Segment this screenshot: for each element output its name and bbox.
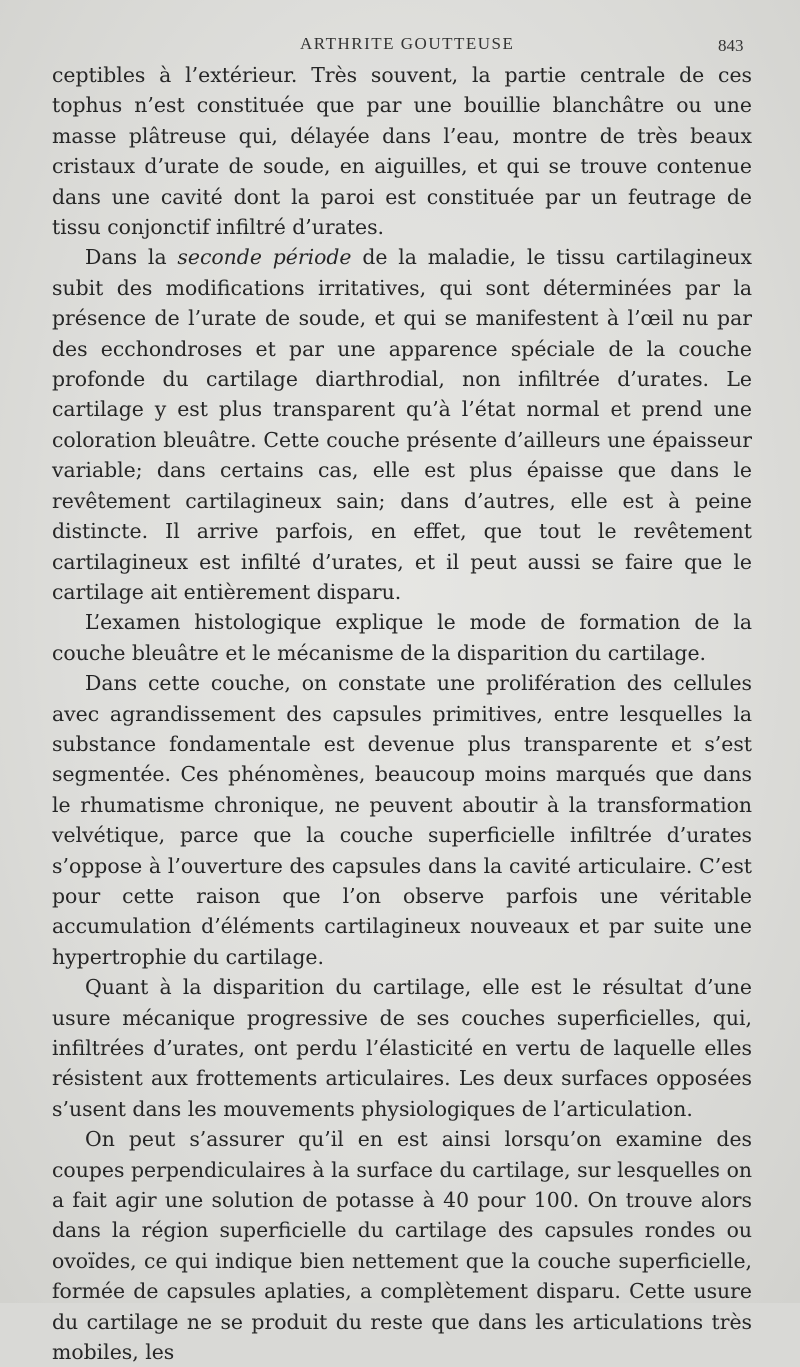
paragraph-6: On peut s’assurer qu’il en est ainsi lorsqu’on examine des coupes perpendiculaires à la surface du cartilage, sur lesquelles on a fait agir une solution de potasse à 40 pour 100. On trouve alors dans la région superficielle du cartilage des capsules rondes ou ovoïdes, ce qui indique bien nettement que la couche superficielle, formée de capsules aplaties, a complètement disparu. Cette usure du cartilage ne se produit du reste que dans les articulations très mobiles, les [52, 1127, 752, 1365]
paragraph-2 [52, 242, 752, 607]
paragraph-4: Dans cette couche, on constate une prolifération des cellules avec agrandissement des capsules primitives, entre lesquelles la substance fondamentale est devenue plus transparente et s’est segmentée. Ces phénomènes, beaucoup moins marqués que dans le rhumatisme chronique, ne peuvent aboutir à la transformation velvétique, parce que la couche superficielle infiltrée d’urates s’oppose à l’ouverture des capsules dans la cavité articulaire. C’est pour cette raison que l’on observe parfois une véritable accumulation d’éléments cartilagineux nouveaux et par suite une hypertrophie du cartilage. [52, 671, 752, 969]
page-number: 843 [718, 36, 744, 55]
running-header [0, 34, 800, 60]
paragraph-5: Quant à la disparition du cartilage, elle est le résultat d’une usure mécanique progressive de ses couches superficielles, qui, infiltrées d’urates, ont perdu l’élasticité en vertu de laquelle elles résistent aux frottements articulaires. Les deux surfaces opposées s’usent dans les mouvements physiologiques de l’articulation. [52, 975, 752, 1121]
paragraph-2-lead: Dans la [85, 245, 178, 270]
emphasis-seconde-periode: seconde période [177, 245, 352, 270]
paragraph-2-text: de la maladie, le tissu cartilagineux subit des modifications irritatives, qui sont déterminées par la présence de l’urate de soude, et qui se manifestent à l’œil nu par des ecchondroses et par une apparence spéciale de la couche profonde du cartilage diarthrodial, non infiltrée d’urates. Le cartilage y est plus transparent qu’à l’état normal et prend une coloration bleuâtre. Cette couche présente d’ailleurs une épaisseur variable; dans certains cas, elle est plus épaisse que dans le revêtement cartilagineux sain; dans d’autres, elle est à peine distincte. Il arrive parfois, en effet, que tout le revêtement cartilagineux est infilté d’urates, et il peut aussi se faire que le cartilage ait entièrement disparu. [52, 245, 752, 604]
body-text [52, 60, 752, 1367]
running-title: ARTHRITE GOUTTEUSE [300, 34, 515, 53]
paragraph-1: ceptibles à l’extérieur. Très souvent, la partie centrale de ces tophus n’est constituée que par une bouillie blanchâtre ou une masse plâtreuse qui, délayée dans l’eau, montre de très beaux cristaux d’urate de soude, en aiguilles, et qui se trouve contenue dans une cavité dont la paroi est constituée par un feutrage de tissu conjonctif infiltré d’urates. [52, 63, 752, 240]
paragraph-3: L’examen histologique explique le mode de formation de la couche bleuâtre et le mécanisme de la disparition du cartilage. [52, 610, 752, 665]
